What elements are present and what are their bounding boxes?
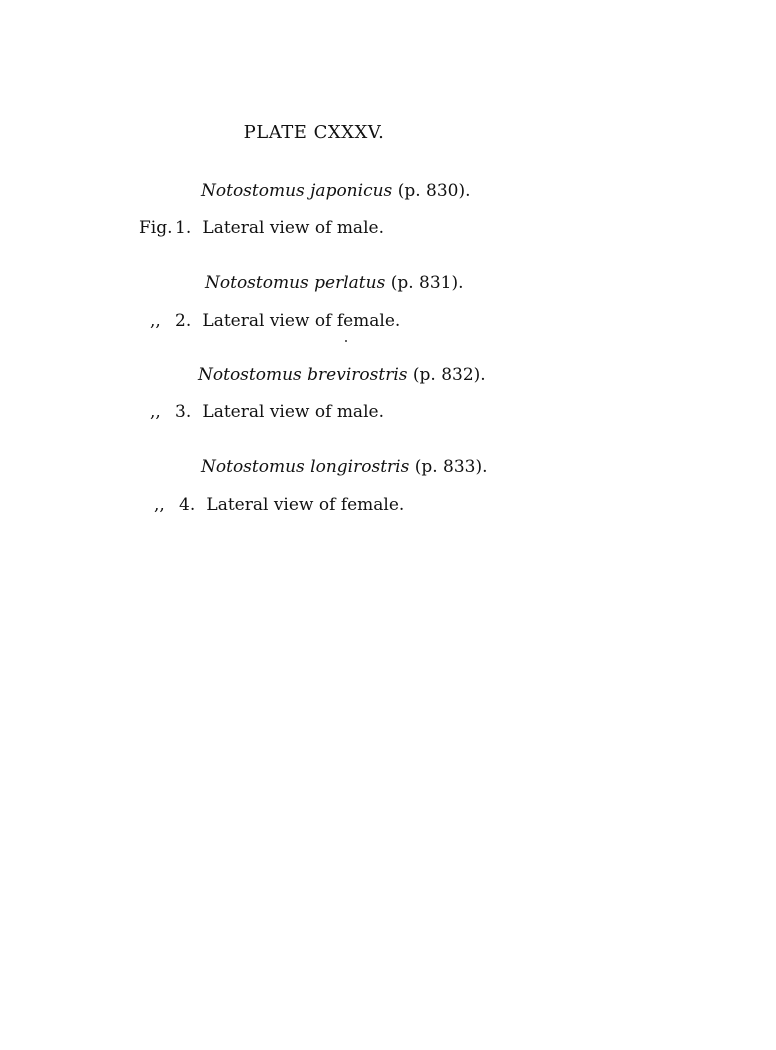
species-name: Notostomus longirostris [201, 457, 410, 477]
figure-caption [139, 218, 384, 238]
figure-number: 2. [175, 311, 192, 331]
species-heading [201, 457, 488, 477]
figure-number: 4. [179, 495, 196, 515]
species-heading [198, 365, 486, 385]
plate-title: PLATE CXXXV. [243, 122, 385, 143]
figure-description: Lateral view of male. [202, 218, 384, 238]
species-heading [205, 273, 464, 293]
figure-prefix: ,, [150, 402, 161, 422]
figure-prefix: ,, [154, 495, 165, 515]
species-name: Notostomus perlatus [205, 273, 386, 293]
page-reference: (p. 831). [390, 273, 464, 293]
species-name: Notostomus brevirostris [198, 365, 408, 385]
figure-caption [150, 402, 384, 422]
page-reference: (p. 832). [412, 365, 486, 385]
page-reference: (p. 830). [397, 181, 471, 201]
figure-prefix: ,, [150, 311, 161, 331]
figure-caption [154, 495, 404, 515]
page-reference: (p. 833). [414, 457, 488, 477]
figure-number: 3. [175, 402, 192, 422]
figure-description: Lateral view of male. [202, 402, 384, 422]
figure-number: 1. [175, 218, 192, 238]
species-heading [201, 181, 471, 201]
figure-description: Lateral view of female. [202, 311, 401, 331]
figure-prefix: Fig. [139, 218, 173, 238]
figure-caption [150, 311, 400, 331]
figure-description: Lateral view of female. [206, 495, 405, 515]
print-speck [345, 340, 347, 342]
species-name: Notostomus japonicus [201, 181, 393, 201]
